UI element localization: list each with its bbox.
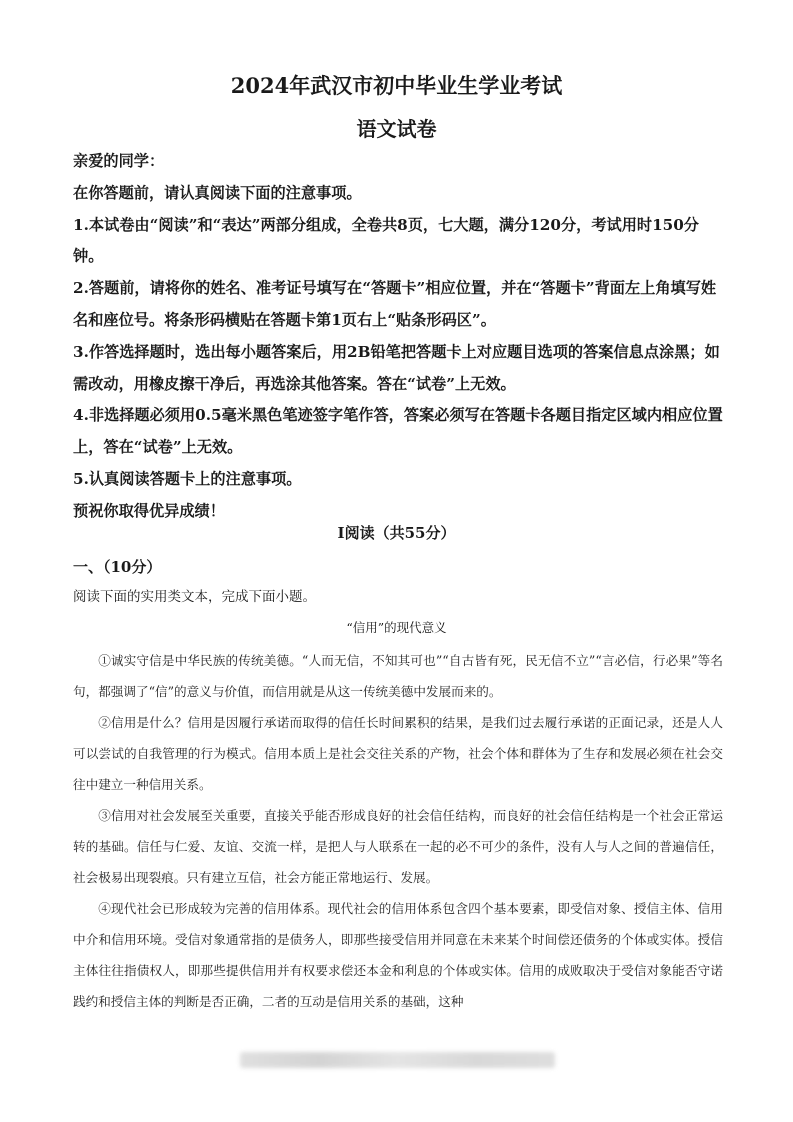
blurred-watermark bbox=[240, 1052, 555, 1068]
notice-block bbox=[73, 146, 728, 528]
notice-closing: 预祝你取得优异成绩！ bbox=[73, 501, 225, 520]
exam-subtitle: 语文试卷 bbox=[356, 117, 437, 141]
notice-greeting: 亲爱的同学： bbox=[73, 152, 165, 170]
article-body bbox=[73, 645, 723, 1017]
section-title: Ⅰ阅读（共55分） bbox=[337, 524, 456, 542]
article-title: “信用”的现代意义 bbox=[346, 620, 447, 635]
notice-item: 5.认真阅读答题卡上的注意事项。 bbox=[73, 469, 302, 488]
notice-item: 2.答题前，请将你的姓名、准考证号填写在“答题卡”相应位置，并在“答题卡”背面左上角填写姓名和座位号。将条形码横贴在答题卡第1页右上“贴条形码区”。 bbox=[73, 279, 717, 329]
article-paragraph: ③信用对社会发展至关重要，直接关乎能否形成良好的社会信任结构，而良好的社会信任结构是一个社会正常运转的基础。信任与仁爱、友谊、交流一样，是把人与人联系在一起的必不可少的条件，没有人与人之间的普遍信任，社会极易出现裂痕。只有建立互信，社会方能正常地运行、发展。 bbox=[73, 808, 723, 885]
article-paragraph: ④现代社会已形成较为完善的信用体系。现代社会的信用体系包含四个基本要素，即受信对象、授信主体、信用中介和信用环境。受信对象通常指的是债务人，即那些接受信用并同意在未来某个时间偿还债务的个体或实体。授信主体往往指债权人，即那些提供信用并有权要求偿还本金和利息的个体或实体。信用的成败取决于受信对象能否守诺践约和授信主体的判断是否正确，二者的互动是信用关系的基础，这种 bbox=[73, 901, 723, 1009]
notice-item: 1.本试卷由“阅读”和“表达”两部分组成，全卷共8页，七大题，满分120分，考试用时150分钟。 bbox=[73, 215, 699, 266]
article-paragraph: ②信用是什么？信用是因履行承诺而取得的信任长时间累积的结果，是我们过去履行承诺的正面记录，还是人人可以尝试的自我管理的行为模式。信用本质上是社会交往关系的产物，社会个体和群体为了生存和发展必须在社会交往中建立一种信用关系。 bbox=[73, 715, 723, 792]
question-heading: 一、（10分） bbox=[73, 558, 162, 576]
exam-title: 2024年武汉市初中毕业生学业考试 bbox=[230, 73, 563, 98]
article-paragraph: ①诚实守信是中华民族的传统美德。“人而无信，不知其可也”“自古皆有死，民无信不立”“言必信，行必果”等名句，都强调了“信”的意义与价值，而信用就是从这一传统美德中发展而来的。 bbox=[73, 653, 723, 699]
notice-intro: 在你答题前，请认真阅读下面的注意事项。 bbox=[73, 183, 362, 202]
question-instruction: 阅读下面的实用类文本，完成下面小题。 bbox=[73, 589, 316, 605]
notice-item: 3.作答选择题时，选出每小题答案后，用2B铅笔把答题卡上对应题目选项的答案信息点涂黑；如需改动，用橡皮擦干净后，再选涂其他答案。答在“试卷”上无效。 bbox=[73, 342, 720, 393]
notice-item: 4.非选择题必须用0.5毫米黑色笔迹签字笔作答，答案必须写在答题卡各题目指定区域内相应位置上，答在“试卷”上无效。 bbox=[73, 406, 723, 457]
